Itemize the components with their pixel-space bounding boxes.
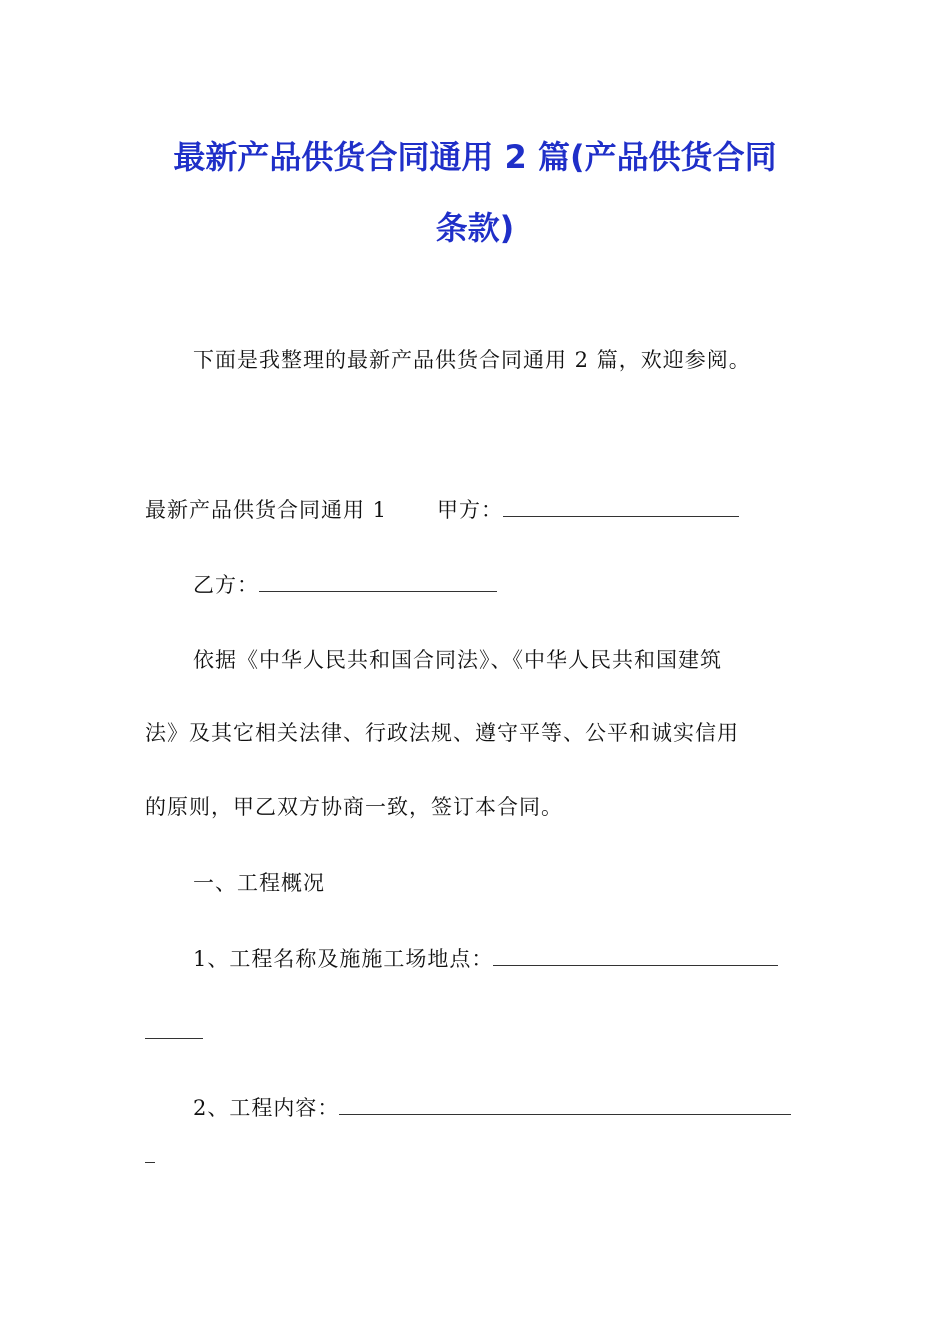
party-b-row [193,569,497,600]
item-2-blank [339,1092,791,1115]
contract-heading: 最新产品供货合同通用 1 [145,498,388,522]
document-title-line-1: 最新产品供货合同通用 2 篇(产品供货合同 [173,138,777,176]
item-1-blank-continued [145,1016,203,1039]
party-a-blank [503,494,739,517]
item-1-blank [493,943,778,966]
basis-paragraph-line-1: 依据《中华人民共和国合同法》、《中华人民共和国建筑 [193,648,722,672]
basis-paragraph-line-3: 的原则，甲乙双方协商一致，签订本合同。 [145,795,563,819]
item-2-label: 2、工程内容： [193,1096,340,1120]
party-a-label: 甲方： [437,498,504,522]
party-b-blank [259,569,497,592]
item-2-row [193,1092,791,1123]
item-2-blank-continued-row [145,1140,155,1171]
item-1-label: 1、工程名称及施施工场地点： [193,947,494,971]
item-1-blank-continued-row [145,1016,203,1047]
section-1-title: 一、工程概况 [193,871,325,895]
item-1-row [193,943,778,974]
basis-paragraph-line-2: 法》及其它相关法律、行政法规、遵守平等、公平和诚实信用 [145,721,739,745]
intro-paragraph: 下面是我整理的最新产品供货合同通用 2 篇，欢迎参阅。 [193,348,751,372]
party-b-label: 乙方： [193,573,259,597]
document-title-line-2: 条款) [435,209,515,247]
item-2-blank-continued [145,1140,155,1163]
contract-heading-row [145,494,739,525]
